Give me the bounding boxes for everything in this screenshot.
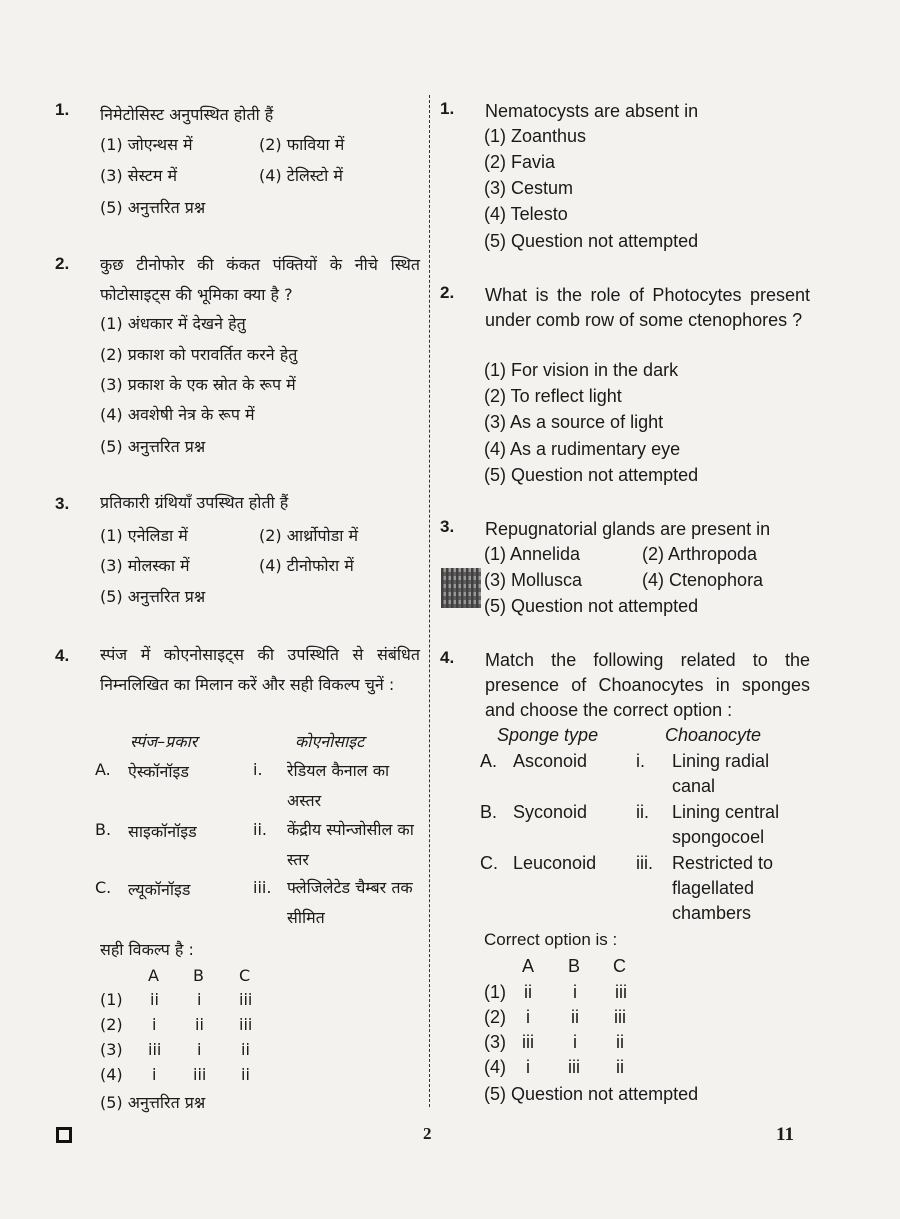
row-a-value: Asconoid — [513, 751, 588, 771]
option-5: (5) Question not attempted — [484, 465, 699, 485]
option-2: (2) Arthropoda — [642, 544, 758, 564]
question-text: निमेटोसिस्ट अनुपस्थित होती हैं — [100, 105, 274, 124]
row-c-label: C. — [480, 853, 498, 873]
row-i-label: i. — [636, 751, 645, 771]
answer-2-b: ii — [571, 1007, 579, 1027]
option-3: (3) Mollusca — [484, 570, 583, 590]
option-3: (3) Cestum — [484, 178, 574, 198]
column-header-right: कोएनोसाइट — [295, 732, 365, 751]
answer-4-b: iii — [193, 1065, 207, 1084]
question-text: Match the following related to the presence of Choanocytes in sponges and choose the correct option : — [485, 650, 810, 720]
answer-3-num: (3) — [484, 1032, 506, 1052]
answer-head-a: A — [522, 956, 535, 976]
row-iii-label: iii. — [636, 853, 653, 873]
option-4: (4) Telesto — [484, 204, 568, 224]
row-a-value: ऐस्कॉनॉइड — [128, 762, 189, 781]
option-2: (2) आर्थ्रोपोडा में — [259, 526, 359, 545]
answer-3-b: i — [573, 1032, 577, 1052]
answer-3-c: ii — [241, 1040, 250, 1059]
answer-1-b: i — [573, 982, 577, 1002]
qr-code-image — [441, 568, 481, 608]
row-iii-label: iii. — [253, 878, 272, 897]
answer-head-b: B — [193, 966, 204, 985]
answer-1-c: iii — [239, 990, 253, 1009]
column-divider — [429, 95, 430, 1107]
option-1: (1) जोएन्थस में — [100, 135, 193, 154]
answer-head-c: C — [613, 956, 626, 976]
option-5: (5) अनुत्तरित प्रश्न — [100, 198, 206, 217]
row-b-value: साइकॉनॉइड — [128, 822, 197, 841]
answer-1-c: iii — [615, 982, 627, 1002]
answer-head-a: A — [148, 966, 159, 985]
row-c-label: C. — [95, 878, 112, 897]
option-3: (3) सेस्टम में — [100, 166, 178, 185]
answer-2-a: i — [526, 1007, 530, 1027]
option-1: (1) Annelida — [484, 544, 581, 564]
question-number: 4. — [440, 648, 455, 667]
row-b-value: Syconoid — [513, 802, 588, 822]
column-header-left: Sponge type — [497, 725, 599, 745]
answer-2-c: iii — [239, 1015, 253, 1034]
answer-3-b: i — [197, 1040, 202, 1059]
answer-4-c: ii — [616, 1057, 624, 1077]
answer-1-num: (1) — [484, 982, 506, 1002]
question-number: 1. — [440, 99, 455, 118]
answer-3-c: ii — [616, 1032, 624, 1052]
answer-1-num: (1) — [100, 990, 123, 1009]
row-iii-value: Restricted to flagellated chambers — [672, 853, 774, 923]
answer-1-b: i — [197, 990, 202, 1009]
row-ii-label: ii. — [636, 802, 649, 822]
question-text: Repugnatorial glands are present in — [485, 519, 771, 539]
footer-square-marker — [56, 1127, 72, 1143]
answer-head-b: B — [568, 956, 581, 976]
option-3: (3) As a source of light — [484, 412, 664, 432]
row-b-label: B. — [95, 820, 112, 839]
answer-2-a: i — [152, 1015, 157, 1034]
row-ii-value: Lining central spongocoel — [672, 802, 780, 847]
row-b-label: B. — [480, 802, 498, 822]
row-i-value: रेडियल कैनाल का अस्तर — [287, 761, 390, 810]
answer-4-a: i — [152, 1065, 157, 1084]
row-i-value: Lining radial canal — [672, 751, 770, 796]
option-4: (4) टेलिस्टो में — [259, 166, 343, 185]
option-5: (5) अनुत्तरित प्रश्न — [100, 587, 206, 606]
row-ii-label: ii. — [253, 820, 267, 839]
answer-5: (5) Question not attempted — [484, 1084, 699, 1104]
question-text: प्रतिकारी ग्रंथियाँ उपस्थित होती हैं — [100, 493, 289, 512]
option-4: (4) Ctenophora — [642, 570, 764, 590]
row-ii-value: केंद्रीय स्पोन्जोसील का स्तर — [287, 820, 414, 869]
correct-option-label: Correct option is : — [484, 930, 618, 949]
answer-2-b: ii — [195, 1015, 204, 1034]
question-text: Nematocysts are absent in — [485, 101, 699, 121]
option-4: (4) As a rudimentary eye — [484, 439, 681, 459]
answer-3-a: iii — [522, 1032, 534, 1052]
answer-2-num: (2) — [100, 1015, 123, 1034]
answer-3-num: (3) — [100, 1040, 123, 1059]
question-number: 3. — [440, 517, 455, 536]
answer-5: (5) अनुत्तरित प्रश्न — [100, 1093, 206, 1112]
row-a-label: A. — [480, 751, 498, 771]
answer-3-a: iii — [148, 1040, 162, 1059]
column-header-left: स्पंज–प्रकार — [130, 732, 198, 751]
answer-4-num: (4) — [100, 1065, 123, 1084]
answer-head-c: C — [239, 966, 251, 985]
option-1: (1) अंधकार में देखने हेतु — [100, 314, 246, 333]
option-1: (1) एनेलिडा में — [100, 526, 188, 545]
question-number: 3. — [55, 494, 70, 513]
row-c-value: Leuconoid — [513, 853, 597, 873]
correct-option-label: सही विकल्प है : — [100, 940, 194, 959]
question-text: स्पंज में कोएनोसाइट्स की उपस्थिति से संबंधित निम्नलिखित का मिलान करें और सही विकल्प चुनें : — [100, 645, 420, 694]
option-2: (2) प्रकाश को परावर्तित करने हेतु — [100, 345, 298, 364]
answer-2-c: iii — [614, 1007, 626, 1027]
option-4: (4) अवशेषी नेत्र के रूप में — [100, 405, 255, 424]
answer-4-a: i — [526, 1057, 530, 1077]
option-3: (3) प्रकाश के एक स्रोत के रूप में — [100, 375, 296, 394]
answer-4-b: iii — [568, 1057, 580, 1077]
option-3: (3) मोलस्का में — [100, 556, 190, 575]
option-2: (2) Favia — [484, 152, 556, 172]
answer-1-a: ii — [524, 982, 532, 1002]
row-i-label: i. — [253, 760, 263, 779]
question-text: What is the role of Photocytes present under comb row of some ctenophores ? — [485, 285, 810, 330]
row-c-value: ल्यूकॉनॉइड — [128, 880, 191, 899]
row-a-label: A. — [95, 760, 111, 779]
answer-1-a: ii — [150, 990, 159, 1009]
right-page-number: 11 — [776, 1124, 794, 1145]
row-iii-value: फ्लेजिलेटेड चैम्बर तक सीमित — [287, 878, 413, 927]
question-text: कुछ टीनोफोर की कंकत पंक्तियों के नीचे स्थित फोटोसाइट्स की भूमिका क्या है ? — [100, 255, 420, 304]
answer-4-num: (4) — [484, 1057, 506, 1077]
answer-4-c: ii — [241, 1065, 250, 1084]
option-2: (2) To reflect light — [484, 386, 622, 406]
question-number: 2. — [55, 254, 70, 273]
question-number: 2. — [440, 283, 455, 302]
option-5: (5) Question not attempted — [484, 596, 699, 616]
option-5: (5) अनुत्तरित प्रश्न — [100, 437, 206, 456]
question-number: 1. — [55, 100, 70, 119]
left-page-number: 2 — [423, 1124, 432, 1143]
option-1: (1) Zoanthus — [484, 126, 587, 146]
column-header-right: Choanocyte — [665, 725, 762, 745]
answer-2-num: (2) — [484, 1007, 506, 1027]
option-1: (1) For vision in the dark — [484, 360, 679, 380]
option-4: (4) टीनोफोरा में — [259, 556, 354, 575]
question-number: 4. — [55, 646, 70, 665]
option-5: (5) Question not attempted — [484, 231, 699, 251]
option-2: (2) फाविया में — [259, 135, 345, 154]
